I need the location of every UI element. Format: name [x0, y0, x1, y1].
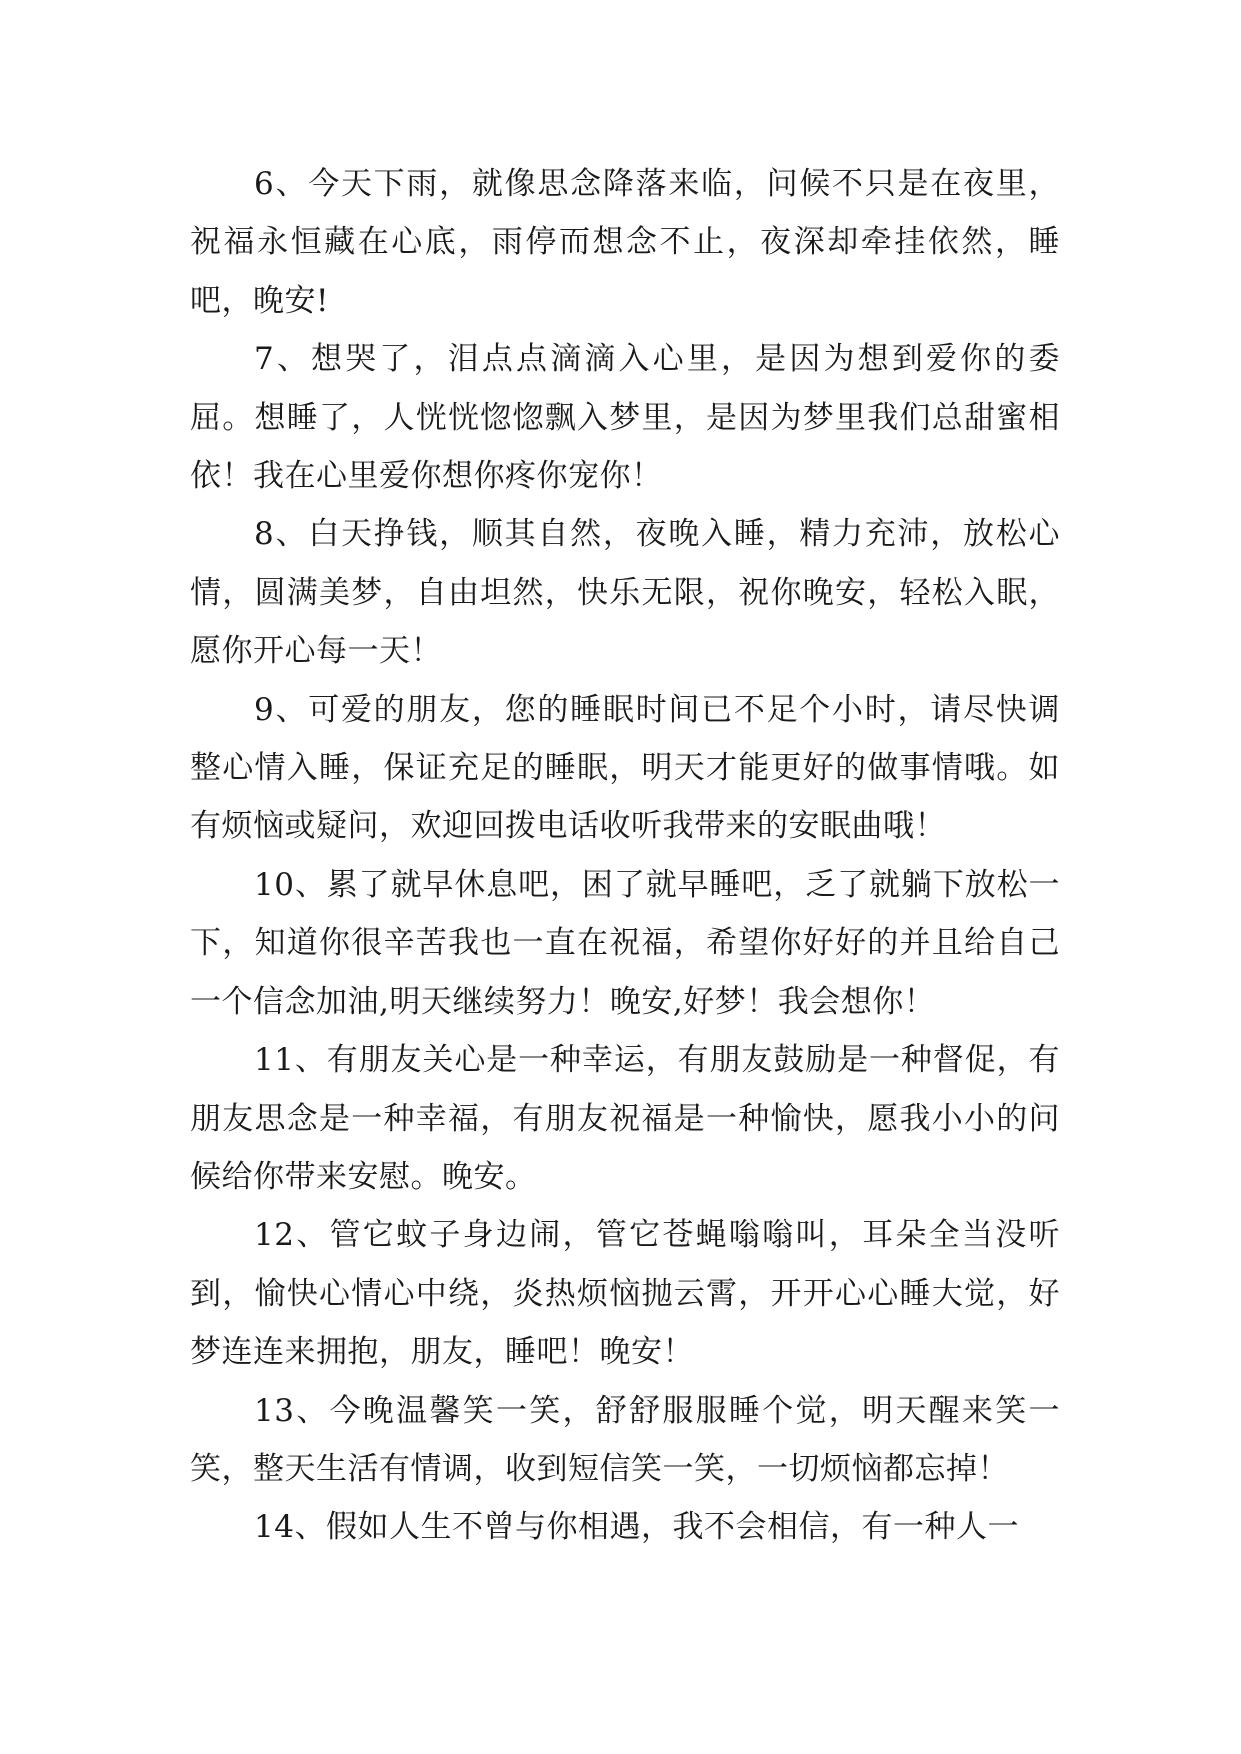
- paragraph-14: 14、假如人生不曾与你相遇，我不会相信，有一种人一: [254, 1509, 1019, 1546]
- paragraph-9: 9、可爱的朋友，您的睡眠时间已不足个小时，请尽快调整心情入睡，保证充足的睡眠，明天才能更好的做事情哦。如有烦恼或疑问，欢迎回拨电话收听我带来的安眠曲哦！: [190, 691, 1060, 845]
- document-body: [190, 155, 1060, 1557]
- paragraph-11: 11、有朋友关心是一种幸运，有朋友鼓励是一种督促，有朋友思念是一种幸福，有朋友祝福是一种愉快，愿我小小的问候给你带来安慰。晚安。: [190, 1042, 1060, 1195]
- paragraph-7: 7、想哭了，泪点点滴滴入心里，是因为想到爱你的委屈。想睡了，人恍恍惚惚飘入梦里，是因为梦里我们总甜蜜相依！我在心里爱你想你疼你宠你！: [190, 341, 1060, 495]
- paragraph-10: 10、累了就早休息吧，困了就早睡吧，乏了就躺下放松一下，知道你很辛苦我也一直在祝福，希望你好好的并且给自己一个信念加油,明天继续努力！晚安,好梦！我会想你！: [190, 866, 1060, 1020]
- paragraph-13: 13、今晚温馨笑一笑，舒舒服服睡个觉，明天醒来笑一笑，整天生活有情调，收到短信笑一笑，一切烦恼都忘掉！: [190, 1392, 1060, 1487]
- paragraph-8: 8、白天挣钱，顺其自然，夜晚入睡，精力充沛，放松心情，圆满美梦，自由坦然，快乐无限，祝你晚安，轻松入眠，愿你开心每一天！: [190, 516, 1060, 670]
- paragraph-6: 6、今天下雨，就像思念降落来临，问候不只是在夜里，祝福永恒藏在心底，雨停而想念不止，夜深却牵挂依然，睡吧，晚安!: [190, 166, 1060, 319]
- paragraph-12: 12、管它蚊子身边闹，管它苍蝇嗡嗡叫，耳朵全当没听到，愉快心情心中绕，炎热烦恼抛云霄，开开心心睡大觉，好梦连连来拥抱，朋友，睡吧！晚安！: [190, 1217, 1060, 1371]
